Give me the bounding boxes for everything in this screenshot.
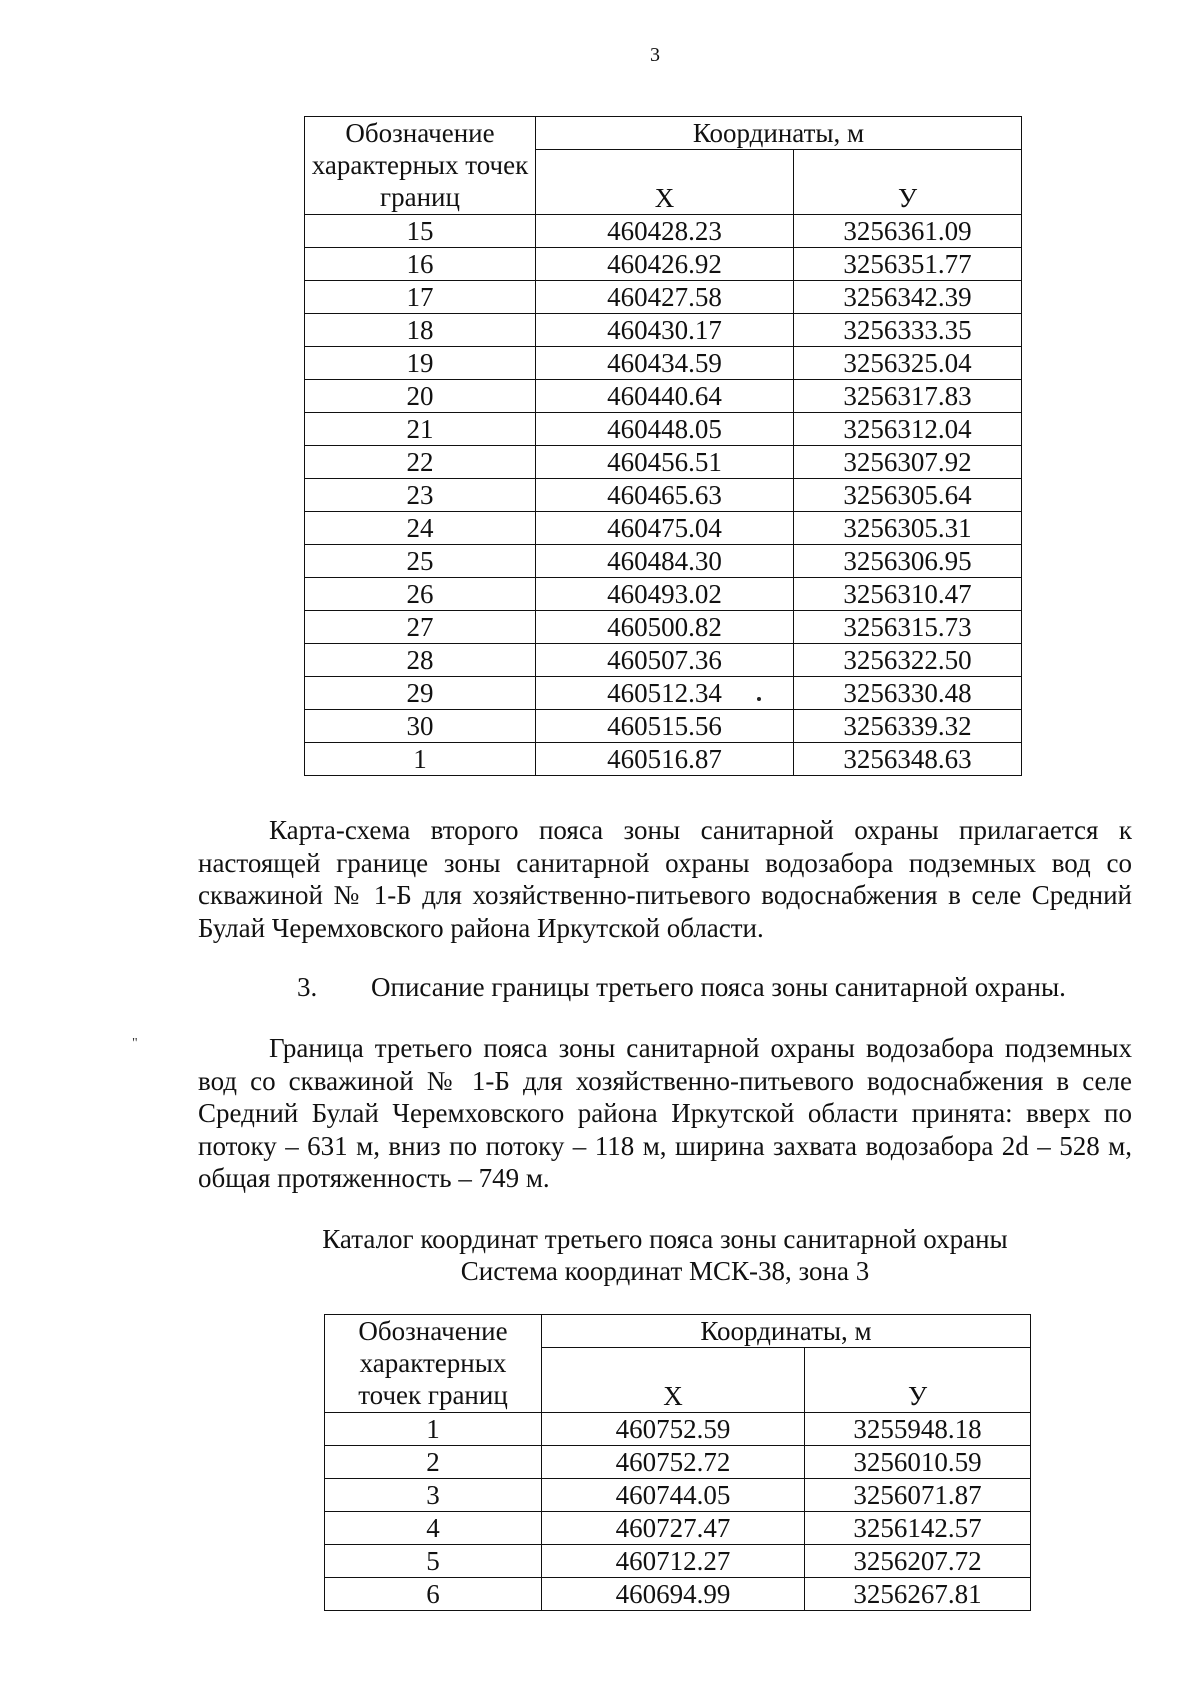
cell-x: 460752.59 (542, 1413, 805, 1446)
cell-point: 30 (305, 710, 536, 743)
table-row (305, 215, 1022, 248)
cell-x: 460516.87 (536, 743, 794, 776)
table-row (325, 1413, 1031, 1446)
cell-x: 460475.04 (536, 512, 794, 545)
table-row (325, 1545, 1031, 1578)
section-title: Описание границы третьего пояса зоны санитарной охраны. (371, 972, 1066, 1002)
cell-point: 25 (305, 545, 536, 578)
cell-y: 3255948.18 (805, 1413, 1031, 1446)
table-row (305, 578, 1022, 611)
table-row (305, 413, 1022, 446)
cell-point: 29 (305, 677, 536, 710)
cell-y: 3256310.47 (794, 578, 1022, 611)
cell-y: 3256361.09 (794, 215, 1022, 248)
cell-y: 3256306.95 (794, 545, 1022, 578)
table-row (325, 1578, 1031, 1611)
header-coordinates: Координаты, м (536, 117, 1022, 150)
cell-x: 460434.59 (536, 347, 794, 380)
table-row (325, 1479, 1031, 1512)
cell-x: 460428.23 (536, 215, 794, 248)
table-row (305, 479, 1022, 512)
cell-point: 2 (325, 1446, 542, 1479)
cell-y: 3256071.87 (805, 1479, 1031, 1512)
cell-x: 460456.51 (536, 446, 794, 479)
section-number: 3. (297, 972, 318, 1002)
cell-point: 24 (305, 512, 536, 545)
header-x: Х (542, 1348, 805, 1413)
cell-y: 3256305.31 (794, 512, 1022, 545)
cell-point: 18 (305, 314, 536, 347)
section-heading (297, 971, 1066, 1003)
cell-y: 3256207.72 (805, 1545, 1031, 1578)
cell-y: 3256267.81 (805, 1578, 1031, 1611)
cell-point: 6 (325, 1578, 542, 1611)
table-row (305, 743, 1022, 776)
cell-x: 460493.02 (536, 578, 794, 611)
cell-y: 3256317.83 (794, 380, 1022, 413)
page-number: 3 (650, 44, 660, 66)
cell-point: 5 (325, 1545, 542, 1578)
table-row (305, 248, 1022, 281)
cell-y: 3256142.57 (805, 1512, 1031, 1545)
table-row (325, 1512, 1031, 1545)
header-y: У (794, 150, 1022, 215)
cell-y: 3256305.64 (794, 479, 1022, 512)
cell-x: 460427.58 (536, 281, 794, 314)
stray-mark: " (132, 1036, 138, 1051)
table-row (305, 644, 1022, 677)
cell-y: 3256351.77 (794, 248, 1022, 281)
cell-x: 460752.72 (542, 1446, 805, 1479)
cell-point: 16 (305, 248, 536, 281)
cell-point: 23 (305, 479, 536, 512)
cell-point: 15 (305, 215, 536, 248)
coordinates-table-zone3 (324, 1314, 1031, 1611)
cell-y: 3256307.92 (794, 446, 1022, 479)
table-row (305, 611, 1022, 644)
table-row (305, 380, 1022, 413)
table-row (325, 1446, 1031, 1479)
header-x: Х (536, 150, 794, 215)
cell-y: 3256322.50 (794, 644, 1022, 677)
catalog-title-line2: Система координат МСК-38, зона 3 (460, 1256, 870, 1286)
cell-x: 460448.05 (536, 413, 794, 446)
cell-y: 3256325.04 (794, 347, 1022, 380)
paragraph-boundary: Граница третьего пояса зоны санитарной охраны водозабора подземных вод со скважиной № 1-Б для хозяйственно-питьевого водоснабжения в селе Средний Булай Черемховского района Иркутской области принята: вверх по потоку – 631 м, вниз по потоку – 118 м, ширина захвата водозабора 2d – 528 м, общая протяженность – 749 м. (198, 1033, 1132, 1193)
cell-x: 460512.34 (536, 677, 794, 710)
cell-point: 4 (325, 1512, 542, 1545)
cell-point: 3 (325, 1479, 542, 1512)
cell-y: 3256348.63 (794, 743, 1022, 776)
cell-point: 27 (305, 611, 536, 644)
cell-x: 460440.64 (536, 380, 794, 413)
cell-y: 3256333.35 (794, 314, 1022, 347)
table-row (305, 677, 1022, 710)
header-y: У (805, 1348, 1031, 1413)
cell-point: 21 (305, 413, 536, 446)
cell-point: 26 (305, 578, 536, 611)
cell-point: 22 (305, 446, 536, 479)
header-points-label: Обозначение характерных точек границ (305, 117, 536, 215)
table-row (305, 281, 1022, 314)
cell-y: 3256339.32 (794, 710, 1022, 743)
cell-x: 460712.27 (542, 1545, 805, 1578)
cell-x: 460727.47 (542, 1512, 805, 1545)
cell-y: 3256315.73 (794, 611, 1022, 644)
table-body (325, 1413, 1031, 1611)
catalog-title-line1: Каталог координат третьего пояса зоны санитарной охраны (322, 1224, 1008, 1254)
cell-x: 460515.56 (536, 710, 794, 743)
header-points-label: Обозначение характерных точек границ (325, 1315, 542, 1413)
header-coordinates: Координаты, м (542, 1315, 1031, 1348)
table-row (305, 710, 1022, 743)
cell-x: 460744.05 (542, 1479, 805, 1512)
table-row (305, 347, 1022, 380)
table-row (305, 512, 1022, 545)
cell-point: 20 (305, 380, 536, 413)
cell-point: 1 (305, 743, 536, 776)
cell-x: 460500.82 (536, 611, 794, 644)
table-row (305, 446, 1022, 479)
cell-y: 3256010.59 (805, 1446, 1031, 1479)
cell-y: 3256312.04 (794, 413, 1022, 446)
table-row (305, 314, 1022, 347)
cell-x: 460430.17 (536, 314, 794, 347)
cell-point: 17 (305, 281, 536, 314)
cell-point: 19 (305, 347, 536, 380)
cell-y: 3256330.48 (794, 677, 1022, 710)
table-body (305, 215, 1022, 776)
cell-x: 460426.92 (536, 248, 794, 281)
cell-point: 1 (325, 1413, 542, 1446)
cell-point: 28 (305, 644, 536, 677)
cell-x: 460507.36 (536, 644, 794, 677)
cell-x: 460484.30 (536, 545, 794, 578)
catalog-title (198, 1223, 1132, 1287)
stray-dot (757, 697, 761, 701)
coordinates-table-zone2 (304, 116, 1022, 776)
cell-y: 3256342.39 (794, 281, 1022, 314)
cell-x: 460694.99 (542, 1578, 805, 1611)
table-row (305, 545, 1022, 578)
paragraph-map-scheme: Карта-схема второго пояса зоны санитарной охраны прилагается к настоящей границе зоны санитарной охраны водозабора подземных вод со скважиной № 1-Б для хозяйственно-питьевого водоснабжения в селе Средний Булай Черемховского района Иркутской области. (198, 815, 1132, 943)
cell-x: 460465.63 (536, 479, 794, 512)
